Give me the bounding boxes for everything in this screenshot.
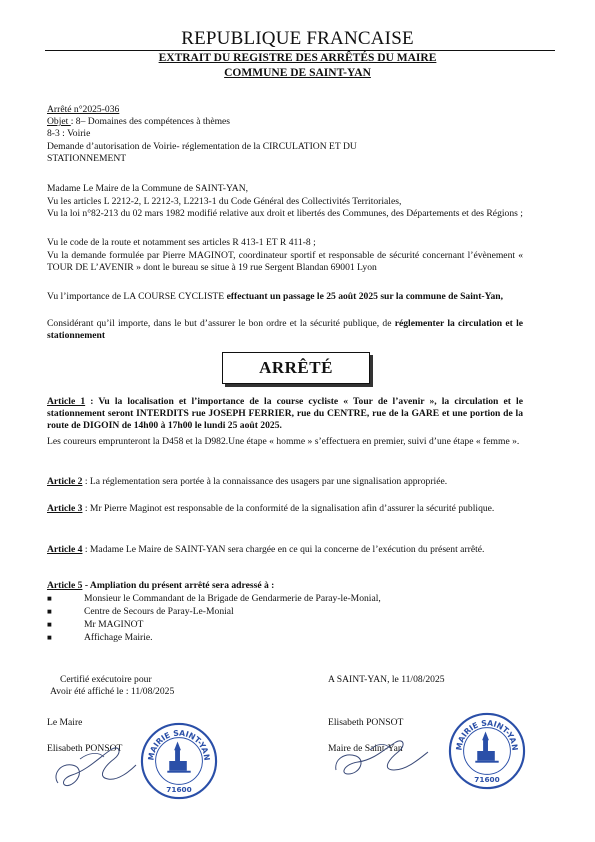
header-rule (45, 50, 555, 51)
signature-stroke (370, 744, 390, 750)
signature-right (330, 730, 435, 785)
preamble-race: Vu l’importance de LA COURSE CYCLISTE effectuant un passage le 25 août 2025 sur la commune de Saint-Yan, (47, 291, 504, 302)
preamble-code-route: Vu le code de la route et notamment ses articles R 413-1 ET R 411-8 ; (47, 237, 316, 248)
preamble-law: Vu la loi n°82-213 du 02 mars 1982 modifié relative aux droit et libertés des Communes, des Départements et des Régions ; (47, 208, 523, 219)
mairie-stamp-left (140, 722, 218, 800)
article-3: Article 3 : Mr Pierre Maginot est responsable de la conformité de la signalisation afin d’assurer la sécurité publique. (47, 503, 495, 514)
bullet-square-icon: ■ (47, 620, 52, 629)
commune-title: COMMUNE DE SAINT-YAN (224, 67, 371, 79)
article-2: Article 2 : La réglementation sera portée à la connaissance des usagers par une signalisation appropriée. (47, 476, 448, 487)
stamp-top-text: MAIRIE SAINT-YAN (454, 718, 520, 752)
place-date: A SAINT-YAN, le 11/08/2025 (328, 674, 445, 685)
bullet-square-icon: ■ (47, 633, 52, 642)
signatory-name-right: Elisabeth PONSOT (328, 717, 404, 728)
decree-subject: 8-3 : Voirie (47, 128, 91, 139)
stamp-top-text: MAIRIE SAINT-YAN (146, 728, 212, 762)
stamp-bottom-text: 71600 (474, 775, 500, 785)
republic-title: REPUBLIQUE FRANCAISE (181, 28, 414, 49)
list-item: Mr MAGINOT (84, 619, 144, 630)
article-1-details: Les coureurs emprunteront la D458 et la D982.Une étape « homme » s’effectuera en premier, suivi d’une étape « femme ». (47, 436, 520, 447)
decree-demand: Demande d’autorisation de Voirie- réglementation de la CIRCULATION ET DU STATIONNEMENT (47, 141, 357, 164)
signatory-name-left: Elisabeth PONSOT (47, 743, 123, 754)
register-title: EXTRAIT DU REGISTRE DES ARRÊTÉS DU MAIRE (158, 52, 437, 64)
certification-line: Certifié exécutoire pour (60, 674, 152, 685)
list-item: Affichage Mairie. (84, 632, 153, 643)
bullet-square-icon: ■ (47, 607, 52, 616)
arrete-heading: ARRÊTÉ (222, 352, 370, 384)
article-5: Article 5 - Ampliation du présent arrêté sera adressé à : (47, 580, 275, 591)
preamble-request: Vu la demande formulée par Pierre MAGINOT, coordinateur sportif et responsable de sécurité concernant l’évènement « TOUR DE L’AVENIR » dont le bureau se situe à 19 rue Sergent Blandan 69001 Lyon (47, 250, 523, 273)
article-1: Article 1 : Vu la localisation et l’importance de la course cycliste « Tour de l’avenir », la circulation et le stationnement seront INTERDITS rue JOSEPH FERRIER, rue du CENTRE, rue de la GARE et une portion de la route de DIGOIN de 14h00 à 17h00 le lundi 25 août 2025. (47, 396, 523, 431)
mairie-stamp-right (448, 712, 526, 790)
posting-date: Avoir été affiché le : 11/08/2025 (50, 686, 175, 697)
signatory-role-right: Maire de Saint-Yan (328, 743, 403, 754)
church-icon (167, 742, 190, 773)
signature-stroke (336, 741, 428, 774)
preamble-cgct: Vu les articles L 2212-2, L 2212-3, L2213-1 du Code Général des Collectivités Territoriales, (47, 196, 402, 207)
decree-object: Objet : 8– Domaines des compétences à thèmes (47, 116, 231, 127)
stamp-bottom-text: 71600 (166, 785, 192, 795)
church-icon (475, 732, 498, 763)
preamble-mayor: Madame Le Maire de la Commune de SAINT-YAN, (47, 183, 249, 194)
decree-number: Arrêté n°2025-036 (47, 104, 120, 115)
signature-left (50, 735, 145, 795)
list-item: Monsieur le Commandant de la Brigade de Gendarmerie de Paray-le-Monial, (84, 593, 381, 604)
bullet-square-icon: ■ (47, 594, 52, 603)
preamble-considering: Considérant qu’il importe, dans le but d’assurer le bon ordre et la sécurité publique, de réglementer la circulation et le stationnement (47, 318, 523, 341)
signatory-role-left: Le Maire (47, 717, 83, 728)
article-4: Article 4 : Madame Le Maire de SAINT-YAN sera chargée en ce qui la concerne de l’exécution du présent arrêté. (47, 544, 485, 555)
list-item: Centre de Secours de Paray-Le-Monial (84, 606, 234, 617)
